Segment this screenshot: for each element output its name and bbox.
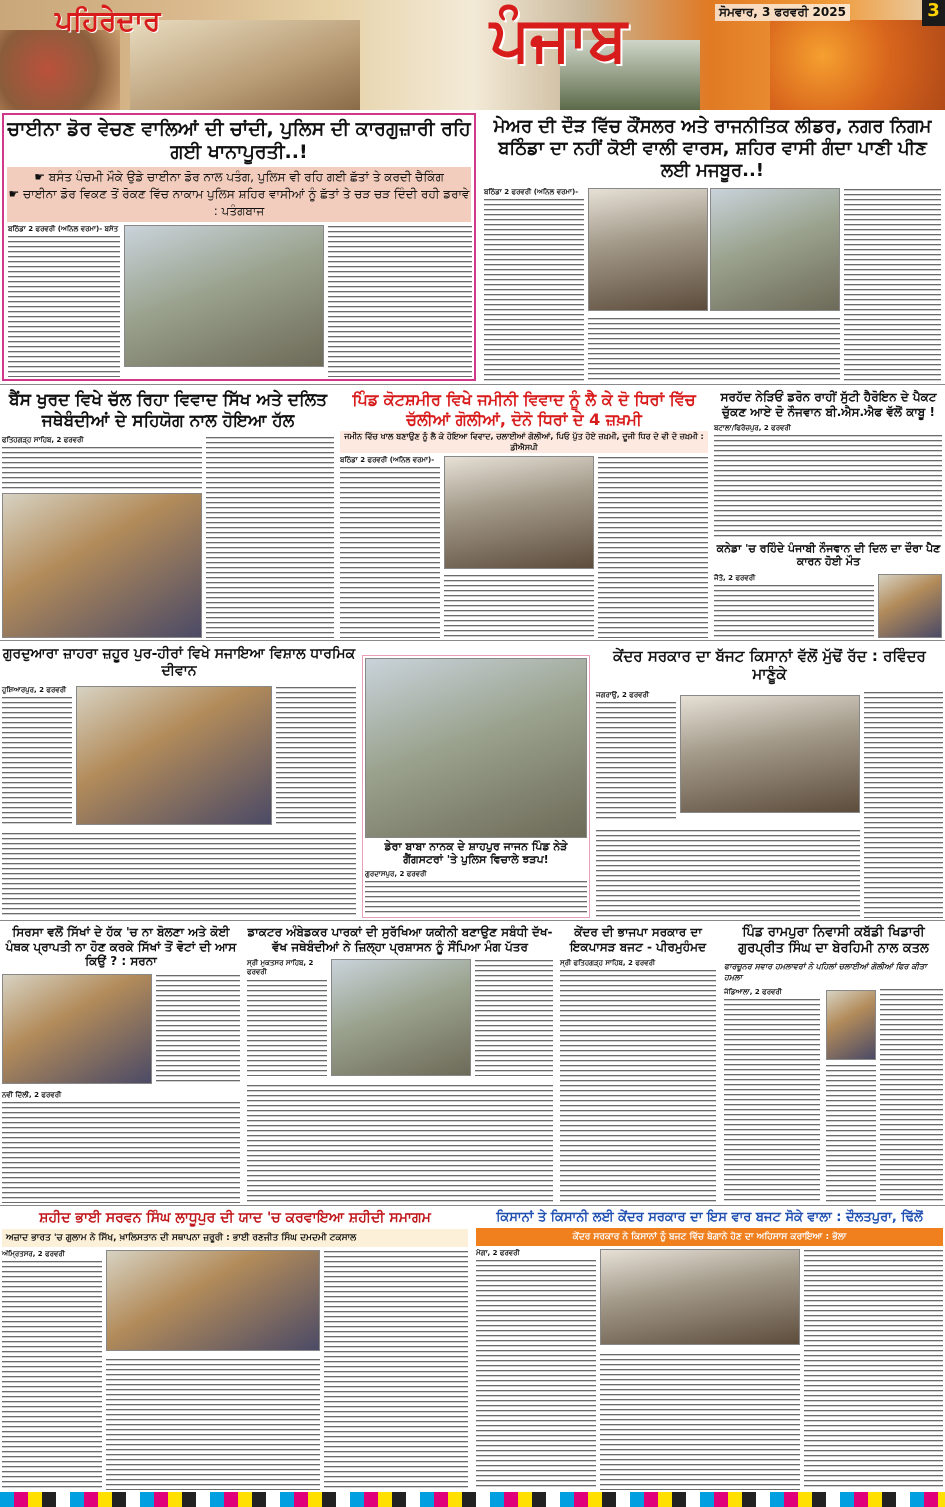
article-body <box>2 1091 240 1203</box>
article-body <box>475 959 553 1076</box>
dateline: ਸ੍ਰੀ ਮੁਕਤਸਰ ਸਾਹਿਬ, 2 ਫਰਵਰੀ <box>247 959 327 977</box>
subheading: ਫਾਰਚੂਨਰ ਸਵਾਰ ਹਮਲਾਵਰਾਂ ਨੇ ਪਹਿਲਾਂ ਚਲਾਈਆਂ ਗੋਲੀਆਂ ਫਿਰ ਕੀਤਾ ਹਮਲਾ <box>724 961 927 982</box>
article-columns <box>338 456 710 638</box>
article-columns <box>0 436 336 638</box>
article-photo <box>680 695 860 813</box>
article-columns <box>0 686 358 918</box>
headline: ਗੁਰਦੁਆਰਾ ਜ਼ਾਹਰਾ ਜ਼ਹੂਰ ਪੁਰ-ਹੀਰਾਂ ਵਿਖੇ ਸਜਾਇਆ ਵਿਸ਼ਾਲ ਧਾਰਮਿਕ ਦੀਵਾਨ <box>2 646 356 680</box>
article-budget-rejected <box>594 643 945 918</box>
article-body <box>106 1358 320 1490</box>
article-body <box>365 870 587 915</box>
headline: ਡੇਰਾ ਬਾਬਾ ਨਾਨਕ ਦੇ ਸ਼ਾਹਪੁਰ ਜਾਜਨ ਪਿੰਡ ਨੇੜੇ ਗੈਂਗਸਟਰਾਂ 'ਤੇ ਪੁਲਿਸ ਵਿਚਾਲੇ ਝੜਪ! <box>384 840 568 867</box>
article-photo <box>2 493 202 638</box>
article-photo <box>710 188 840 312</box>
dateline: ਮੋਗਾ, 2 ਫਰਵਰੀ <box>476 1249 596 1258</box>
article-columns <box>558 959 718 1203</box>
article-columns <box>365 870 587 915</box>
article-body <box>276 686 356 825</box>
section-title: ਪੰਜਾਬ <box>490 2 627 75</box>
article-body <box>596 829 860 918</box>
divider <box>0 640 945 641</box>
article-body <box>844 188 941 381</box>
article-photo <box>106 1250 320 1351</box>
headline: ਕਿਸਾਨਾਂ ਤੇ ਕਿਸਾਨੀ ਲਈ ਕੇਂਦਰ ਸਰਕਾਰ ਦਾ ਇਸ ਵਾਰ ਬਜਟ ਸੋਕੇ ਵਾਲਾ : ਦੌਲਤਪੁਰਾ, ਢਿੱਲੋਂ <box>496 1210 923 1225</box>
article-ambedkar-parks <box>245 923 555 1203</box>
dateline: ਬਟਾਲਾ/ਫਿਰੋਜ਼ਪੁਰ, 2 ਫਰਵਰੀ <box>714 424 942 433</box>
subheading: ਕੇਂਦਰ ਸਰਕਾਰ ਨੇ ਕਿਸਾਨਾਂ ਨੂੰ ਬਜਟ ਵਿੱਚ ਬੇਗਾਨੇ ਹੋਣ ਦਾ ਅਹਿਸਾਸ ਕਰਾਇਆ : ਭੋਲਾ <box>476 1228 943 1246</box>
article-kotshamir <box>338 388 710 638</box>
divider <box>0 384 945 385</box>
dateline: ਜੰਡਿਆਲਾ, 2 ਫਰਵਰੀ <box>724 988 820 997</box>
article-gurdwara-diwan <box>0 643 358 918</box>
article-shaheedi-samagam <box>0 1208 470 1490</box>
article-body <box>714 574 874 638</box>
masthead-photo <box>0 30 120 110</box>
article-body <box>206 436 334 638</box>
subheading: ☛ ਚਾਈਨਾ ਡੋਰ ਵਿਕਣ ਤੋਂ ਰੋਕਣ ਵਿੱਚ ਨਾਕਾਮ ਪੁਲਿਸ ਸ਼ਹਿਰ ਵਾਸੀਆਂ ਨੂੰ ਛੱਤਾਂ ਤੇ ਚੜ ਚੜ ਦਿੰਦੀ ਰਹੀ ਡਰਾਵੇ : ਪਤੰਗਬਾਜ <box>8 187 470 219</box>
article-dera-baba-nanak <box>362 655 590 918</box>
headline: ਕੇਂਦਰ ਸਰਕਾਰ ਦਾ ਬੱਜਟ ਕਿਸਾਨਾਂ ਵੱਲੋਂ ਮੁੱਢੋਂ ਰੱਦ : ਰਵਿੰਦਰ ਮਾਣੂੰਕੇ <box>613 647 926 684</box>
masthead-photo <box>770 20 945 110</box>
dateline: ਹੁਸ਼ਿਆਰਪੁਰ, 2 ਫਰਵਰੀ <box>2 686 72 695</box>
headline: ਚਾਈਨਾ ਡੋਰ ਵੇਚਣ ਵਾਲਿਆਂ ਦੀ ਚਾਂਦੀ, ਪੁਲਿਸ ਦੀ ਕਾਰਗੁਜ਼ਾਰੀ ਰਹਿ ਗਈ ਖਾਨਾਪੂਰਤੀ..! <box>7 118 471 164</box>
color-registration-strip <box>0 1492 945 1507</box>
article-body <box>247 959 327 1076</box>
dateline: ਜਗਰਾਉਂ, 2 ਫਰਵਰੀ <box>596 691 676 700</box>
article-bjp-budget <box>558 923 718 1203</box>
article-columns <box>4 225 474 379</box>
article-body <box>476 1249 596 1490</box>
dateline: ਫਤਿਹਗੜ੍ਹ ਸਾਹਿਬ, 2 ਫਰਵਰੀ <box>2 436 202 445</box>
article-body <box>444 574 594 638</box>
article-canada-death <box>712 540 945 638</box>
article-body <box>324 1250 468 1490</box>
article-photo <box>444 456 594 569</box>
article-body <box>2 832 356 918</box>
article-body <box>340 456 440 638</box>
masthead <box>0 0 945 110</box>
article-body <box>600 1353 800 1490</box>
headline: ਡਾਕਟਰ ਅੰਬੇਡਕਰ ਪਾਰਕਾਂ ਦੀ ਸੁਰੱਖਿਆ ਯਕੀਨੀ ਬਣਾਉਣ ਸਬੰਧੀ ਦੱਖ-ਵੱਖ ਜਥੇਬੰਦੀਆਂ ਨੇ ਜ਼ਿਲ੍ਹਾ ਪ੍ਰਸ਼ਾਸਨ ਨੂੰ ਸੌਂਪਿਆ ਮੰਗ ਪੱਤਰ <box>247 925 553 954</box>
dateline: ਬਠਿੰਡਾ 2 ਫਰਵਰੀ (ਅਨਿਲ ਵਰਮਾ)- <box>340 456 440 465</box>
issue-date: ਸੋਮਵਾਰ, 3 ਫਰਵਰੀ 2025 <box>715 4 850 21</box>
masthead-photo <box>130 20 360 110</box>
article-body <box>598 456 708 638</box>
article-body <box>880 988 943 1203</box>
article-body <box>864 691 943 918</box>
article-body <box>804 1249 943 1490</box>
dateline: ਨਵੀਂ ਦਿੱਲੀ, 2 ਫਰਵਰੀ <box>2 1091 240 1100</box>
divider <box>0 920 945 921</box>
headline: ਪਿੰਡ ਕੋਟਸ਼ਮੀਰ ਵਿਖੇ ਜਮੀਨੀ ਵਿਵਾਦ ਨੂੰ ਲੈ ਕੇ ਦੋ ਧਿਰਾਂ ਵਿੱਚ ਚੱਲੀਆਂ ਗੋਲੀਆਂ, ਦੋਨੋ ਧਿਰਾਂ ਦੇ 4 ਜ਼ਖ਼ਮੀ <box>352 390 696 429</box>
article-bains-khurd <box>0 388 336 638</box>
headline: ਕਨੇਡਾ 'ਚ ਰਹਿੰਦੇ ਪੰਜਾਬੀ ਨੌਜਵਾਨ ਦੀ ਦਿਲ ਦਾ ਦੌਰਾ ਪੈਣ ਕਾਰਨ ਹੋਈ ਮੌਤ <box>716 542 941 569</box>
article-china-dor <box>2 113 476 381</box>
article-photo <box>331 959 471 1076</box>
article-photo <box>2 974 152 1084</box>
article-columns <box>0 974 242 1203</box>
article-columns <box>712 424 945 538</box>
article-columns <box>245 959 555 1203</box>
dateline: ਅੰਮ੍ਰਿਤਸਰ, 2 ਫਰਵਰੀ <box>2 1250 102 1259</box>
article-columns <box>482 188 943 381</box>
article-columns <box>474 1249 945 1490</box>
article-body <box>156 974 240 1084</box>
dateline: ਬਠਿੰਡਾ 2 ਫਰਵਰੀ (ਅਨਿਲ ਵਰਮਾ)- ਬਸੰਤ <box>8 225 119 234</box>
dateline: ਬਠਿੰਡਾ 2 ਫਰਵਰੀ (ਅਨਿਲ ਵਰਮਾ)- <box>484 188 584 197</box>
headline: ਕੇਂਦਰ ਦੀ ਭਾਜਪਾ ਸਰਕਾਰ ਦਾ ਇਕਪਾਸੜ ਬਜਟ - ਪੀਰਮੁਹੰਮਦ <box>569 925 707 954</box>
article-body <box>588 317 840 381</box>
article-body <box>596 691 676 823</box>
article-photo <box>588 188 708 312</box>
paper-logo: ਪਹਿਰੇਦਾਰ <box>55 4 161 37</box>
article-body <box>826 1064 876 1203</box>
article-photo <box>124 225 324 367</box>
article-bsf-drone <box>712 388 945 538</box>
headline: ਸਿਰਸਾ ਵਲੋਂ ਸਿੱਖਾਂ ਦੇ ਹੱਕ 'ਚ ਨਾ ਬੋਲਣਾ ਅਤੇ ਕੋਈ ਪੰਥਕ ਪ੍ਰਾਪਤੀ ਨਾ ਹੋਣ ਕਰਕੇ ਸਿੱਖਾਂ ਤੋਂ ਵੋਟਾਂ ਦੀ ਆਸ ਕਿਉਂ ? : ਸਰਨਾ <box>5 925 237 969</box>
headline: ਪਿੰਡ ਰਾਮਪੁਰਾ ਨਿਵਾਸੀ ਕਬੱਡੀ ਖਿਡਾਰੀ ਗੁਰਪ੍ਰੀਤ ਸਿੰਘ ਦਾ ਬੇਰਹਿਮੀ ਨਾਲ ਕਤਲ <box>738 925 929 956</box>
article-body <box>2 686 72 825</box>
portrait-photo <box>826 990 876 1060</box>
article-body <box>484 188 584 381</box>
article-kabaddi-murder <box>722 923 945 1203</box>
portrait-photo <box>878 574 942 638</box>
article-body <box>8 225 120 377</box>
article-mayor-race <box>482 113 943 381</box>
article-body <box>724 988 820 1203</box>
headline: ਬੈਂਸ ਖੁਰਦ ਵਿਖੇ ਚੱਲ ਰਿਹਾ ਵਿਵਾਦ ਸਿੱਖ ਅਤੇ ਦਲਿਤ ਜਥੇਬੰਦੀਆਂ ਦੇ ਸਹਿਯੋਗ ਨਾਲ ਹੋਇਆ ਹੱਲ <box>8 390 328 431</box>
article-body <box>247 1084 553 1203</box>
subheading: ਜਮੀਨ ਵਿੱਚ ਖਾਲ ਬਣਾਉਣ ਨੂੰ ਲੈ ਕੇ ਹੋਇਆ ਵਿਵਾਦ, ਚਲਾਈਆਂ ਗੋਲੀਆਂ, ਪਿਓ ਪੁੱਤ ਹੋਏ ਜ਼ਖ਼ਮੀ, ਦੂਜੀ ਧਿਰ ਦੇ ਵੀ ਦੋ ਜ਼ਖ਼ਮੀ : ਡੀਐਸਪੀ <box>340 431 708 453</box>
dateline: ਜੈਤੋ, 2 ਫਰਵਰੀ <box>714 574 874 583</box>
article-body <box>2 1250 102 1490</box>
article-kisan-budget <box>474 1208 945 1490</box>
subheadings <box>7 167 471 222</box>
headline: ਸ਼ਹੀਦ ਭਾਈ ਸਰਵਨ ਸਿੰਘ ਲਾਧੂਪੁਰ ਦੀ ਯਾਦ 'ਚ ਕਰਵਾਇਆ ਸ਼ਹੀਦੀ ਸਮਾਗਮ <box>39 1210 431 1226</box>
article-photo <box>76 686 272 825</box>
dateline: ਸ੍ਰੀ ਫਤਿਹਗੜ੍ਹ ਸਾਹਿਬ, 2 ਫਰਵਰੀ <box>560 959 716 968</box>
article-columns <box>722 988 945 1203</box>
headline: ਮੇਅਰ ਦੀ ਦੌੜ ਵਿੱਚ ਕੌਂਸਲਰ ਅਤੇ ਰਾਜਨੀਤਿਕ ਲੀਡਰ, ਨਗਰ ਨਿਗਮ ਬਠਿੰਡਾ ਦਾ ਨਹੀਂ ਕੋਈ ਵਾਲੀ ਵਾਰਸ, ਸ਼ਹਿਰ ਵਾਸੀ ਗੰਦਾ ਪਾਣੀ ਪੀਣ ਲਈ ਮਜਬੂਰ..! <box>493 116 932 181</box>
article-sarna <box>0 923 242 1203</box>
article-body <box>2 436 202 488</box>
article-body <box>714 424 942 538</box>
dateline: ਗੁਰਦਾਸਪੁਰ, 2 ਫਰਵਰੀ <box>365 870 587 879</box>
article-photo <box>365 658 587 838</box>
article-columns <box>594 691 945 918</box>
article-columns <box>712 574 945 638</box>
divider <box>0 1205 945 1206</box>
headline: ਸਰਹੱਦ ਨੇੜਿਓਂ ਡਰੋਨ ਰਾਹੀਂ ਸੁੱਟੀ ਹੈਰੋਇਨ ਦੇ ਪੈਕਟ ਚੁੱਕਣ ਆਏ ਦੋ ਨੌਜਵਾਨ ਬੀ.ਐਸ.ਐਫ ਵੱਲੋਂ ਕਾਬੂ ! <box>720 390 937 419</box>
article-photo <box>600 1249 800 1345</box>
subheading: ਅਜ਼ਾਦ ਭਾਰਤ 'ਚ ਗੁਲਾਮ ਨੇ ਸਿੱਖ, ਖ਼ਾਲਿਸਤਾਨ ਦੀ ਸਥਾਪਨਾ ਜ਼ਰੂਰੀ : ਭਾਈ ਰਣਜੀਤ ਸਿੰਘ ਦਮਦਮੀ ਟਕਸਾਲ <box>2 1229 468 1247</box>
article-columns <box>0 1250 470 1490</box>
subheading: ☛ ਬਸੰਤ ਪੰਚਮੀ ਮੌਕੇ ਉਡੇ ਚਾਈਨਾ ਡੋਰ ਨਾਲ ਪਤੰਗ, ਪੁਲਿਸ ਵੀ ਰਹਿ ਗਈ ਛੱਤਾਂ ਤੇ ਕਰਦੀ ਚੈਕਿੰਗ <box>34 170 444 185</box>
article-body <box>560 959 716 1203</box>
page-number: 3 <box>922 0 945 26</box>
article-body <box>328 225 472 377</box>
